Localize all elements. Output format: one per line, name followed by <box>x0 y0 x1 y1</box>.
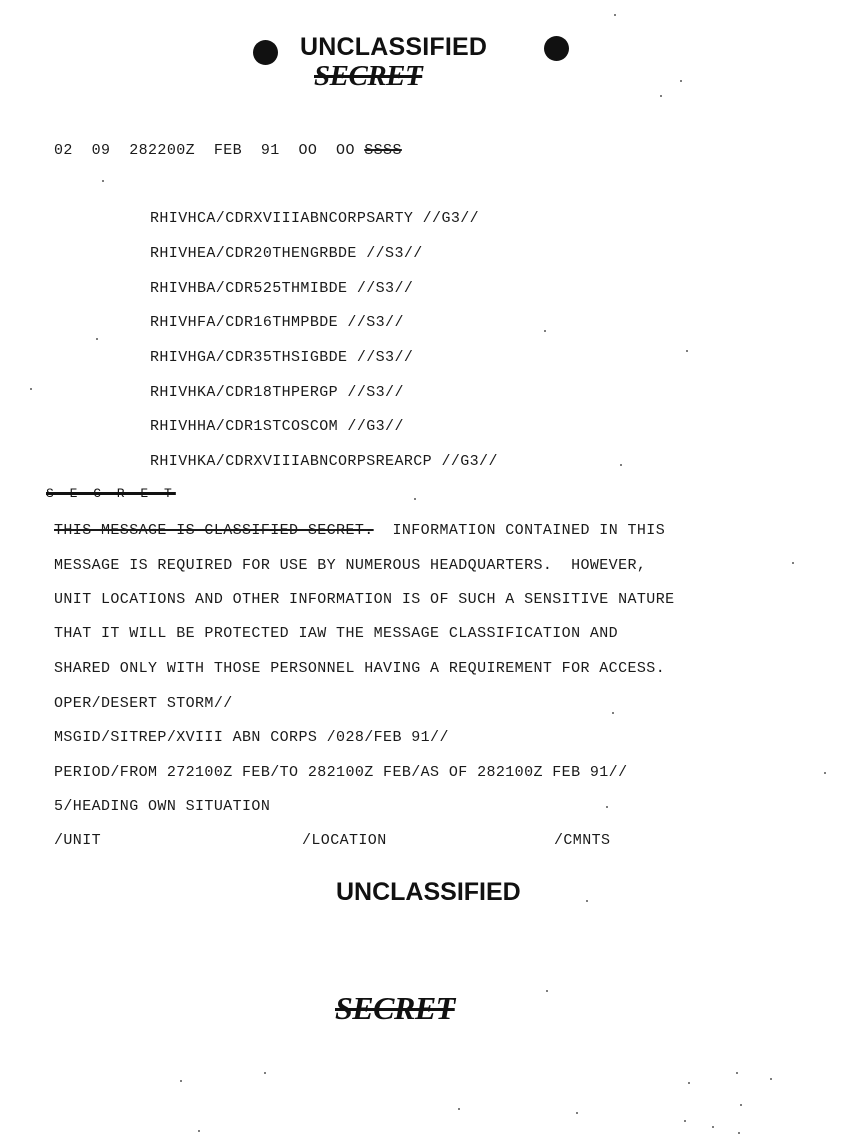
scan-speck <box>414 498 416 500</box>
addressee-line: RHIVHHA/CDR1STCOSCOM //G3// <box>150 418 404 435</box>
header-secret-stamp: SECRET <box>314 60 423 92</box>
column-comments: /CMNTS <box>554 832 611 849</box>
scan-speck <box>712 1126 714 1128</box>
secret-marker: S E C R E T <box>46 486 176 501</box>
scan-speck <box>620 464 622 466</box>
message-line: 5/HEADING OWN SITUATION <box>54 798 271 815</box>
scan-speck <box>736 1072 738 1074</box>
column-unit: /UNIT <box>54 832 102 849</box>
scan-speck <box>606 806 608 808</box>
addressee-line: RHIVHGA/CDR35THSIGBDE //S3// <box>150 349 414 366</box>
message-line: MSGID/SITREP/XVIII ABN CORPS /028/FEB 91// <box>54 729 449 746</box>
scan-speck <box>546 990 548 992</box>
addressee-line: RHIVHKA/CDR18THPERGP //S3// <box>150 384 404 401</box>
header-bullet-left-icon <box>253 40 278 65</box>
struck-classification-notice: THIS MESSAGE IS CLASSIFIED SECRET. <box>54 522 374 539</box>
addressee-line: RHIVHFA/CDR16THMPBDE //S3// <box>150 314 404 331</box>
column-location: /LOCATION <box>302 832 387 849</box>
scan-speck <box>686 350 688 352</box>
scan-speck <box>264 1072 266 1074</box>
header-classification: UNCLASSIFIED <box>300 33 488 61</box>
message-line: UNIT LOCATIONS AND OTHER INFORMATION IS OF SUCH A SENSITIVE NATURE <box>54 591 675 608</box>
scan-speck <box>458 1108 460 1110</box>
scan-speck <box>96 338 98 340</box>
addressee-line: RHIVHKA/CDRXVIIIABNCORPSREARCP //G3// <box>150 453 498 470</box>
scan-speck <box>612 712 614 714</box>
scan-speck <box>738 1132 740 1134</box>
dtg-line <box>54 142 402 159</box>
scan-speck <box>740 1104 742 1106</box>
scan-speck <box>614 14 616 16</box>
addressee-line: RHIVHBA/CDR525THMIBDE //S3// <box>150 280 414 297</box>
footer-classification: UNCLASSIFIED <box>336 878 521 906</box>
scan-speck <box>684 1120 686 1122</box>
scan-speck <box>770 1078 772 1080</box>
message-line: MESSAGE IS REQUIRED FOR USE BY NUMEROUS HEADQUARTERS. HOWEVER, <box>54 557 647 574</box>
dtg-text: 02 09 282200Z FEB 91 OO OO <box>54 142 365 159</box>
footer-secret-stamp: SECRET <box>335 990 455 1026</box>
scan-speck <box>544 330 546 332</box>
scan-speck <box>198 1130 200 1132</box>
scan-speck <box>586 900 588 902</box>
addressee-line: RHIVHEA/CDR20THENGRBDE //S3// <box>150 245 423 262</box>
header-bullet-right-icon <box>544 36 569 61</box>
message-line-1 <box>54 522 665 539</box>
message-line: OPER/DESERT STORM// <box>54 695 233 712</box>
scan-speck <box>180 1080 182 1082</box>
addressee-line: RHIVHCA/CDRXVIIIABNCORPSARTY //G3// <box>150 210 480 227</box>
scan-speck <box>792 562 794 564</box>
scan-speck <box>102 180 104 182</box>
message-line-1-rest: INFORMATION CONTAINED IN THIS <box>373 522 666 539</box>
scan-speck <box>824 772 826 774</box>
scan-speck <box>688 1082 690 1084</box>
scan-speck <box>30 388 32 390</box>
scan-speck <box>680 80 682 82</box>
message-line: SHARED ONLY WITH THOSE PERSONNEL HAVING A REQUIREMENT FOR ACCESS. <box>54 660 666 677</box>
message-line: PERIOD/FROM 272100Z FEB/TO 282100Z FEB/AS OF 282100Z FEB 91// <box>54 764 628 781</box>
dtg-struck-code: SSSS <box>364 142 402 159</box>
message-line: THAT IT WILL BE PROTECTED IAW THE MESSAGE CLASSIFICATION AND <box>54 625 619 642</box>
scan-speck <box>576 1112 578 1114</box>
scan-speck <box>660 95 662 97</box>
